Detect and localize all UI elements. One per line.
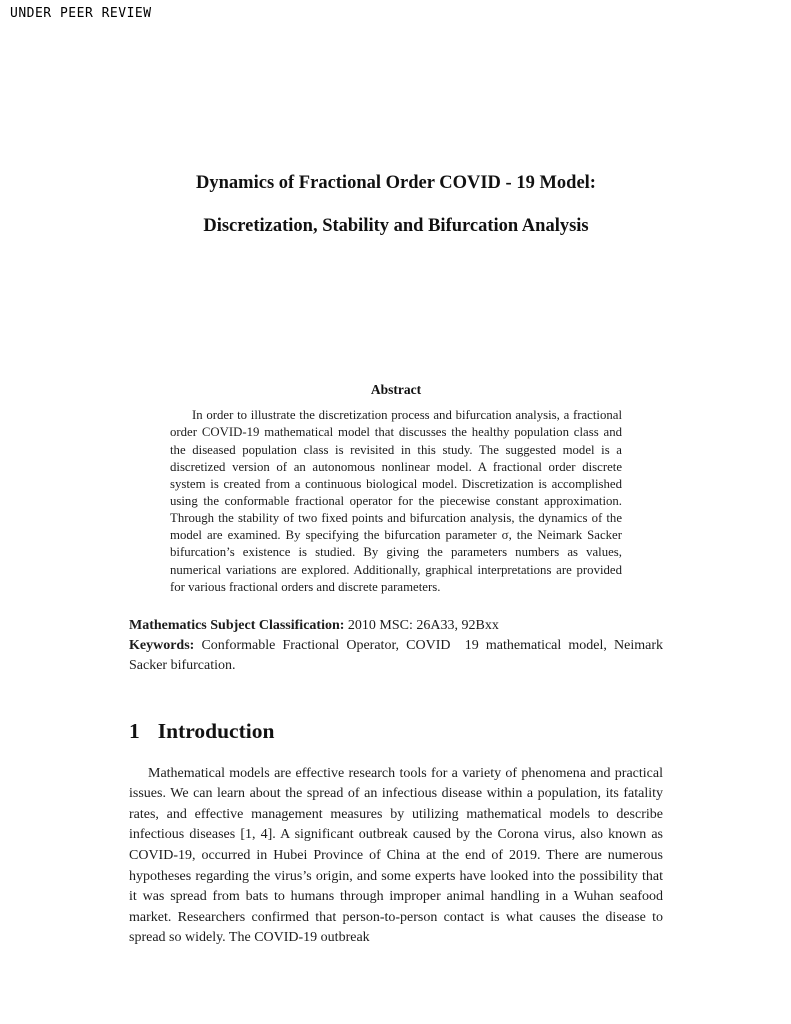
paper-title: [129, 172, 663, 238]
section-1-heading: [129, 719, 663, 744]
msc-label: Mathematics Subject Classification:: [129, 617, 345, 633]
peer-review-stamp: UNDER PEER REVIEW: [10, 6, 152, 21]
paper-title-line-1: Dynamics of Fractional Order COVID - 19 Model:: [196, 173, 596, 193]
page-content: [129, 0, 663, 949]
keywords-value: Conformable Fractional Operator, COVID 19 mathematical model, Neimark Sacker bifurcation.: [129, 638, 664, 674]
keywords-line: [129, 636, 663, 677]
keywords-label: Keywords:: [129, 638, 195, 654]
msc-line: [129, 616, 663, 636]
introduction-paragraph: Mathematical models are effective research tools for a variety of phenomena and practical issues. We can learn about the spread of an infectious disease within a population, its fatality rates, and effective management measures by utilizing mathematical models to describe infectious diseases [1, 4]. A significant outbreak caused by the Corona virus, also known as COVID-19, occurred in Hubei Province of China at the end of 2019. There are numerous hypotheses regarding the virus’s origin, and some experts have looked into the possibility that it was spread from bats to humans through improper animal handling in a Wuhan seafood market. Researchers confirmed that person-to-person contact is what causes the disease to spread so widely. The COVID-19 outbreak: [129, 765, 663, 946]
section-1-number: 1: [129, 718, 140, 743]
paper-title-line-2: Discretization, Stability and Bifurcation Analysis: [203, 216, 589, 237]
abstract-text: In order to illustrate the discretization process and bifurcation analysis, a fractional order COVID-19 mathematical model that discusses the healthy population class and the diseased population class is revisited in this study. The suggested model is a discretized version of an autonomous nonlinear model. A fractional order discrete system is created from a continuous biological model. Discretization is accomplished using the conformable fractional operator for the piecewise constant approximation. Through the stability of two fixed points and bifurcation analysis, the dynamics of the model are examined. By specifying the bifurcation parameter σ, the Neimark Sacker bifurcation’s existence is studied. By giving the parameters numbers as values, numerical variations are explored. Additionally, graphical interpretations are provided for various fractional orders and discrete parameters.: [170, 408, 622, 594]
abstract-heading: Abstract: [370, 382, 422, 398]
msc-value: 2010 MSC: 26A33, 92Bxx: [347, 617, 499, 633]
section-1-title: Introduction: [157, 718, 275, 743]
classification-block: [129, 616, 663, 677]
